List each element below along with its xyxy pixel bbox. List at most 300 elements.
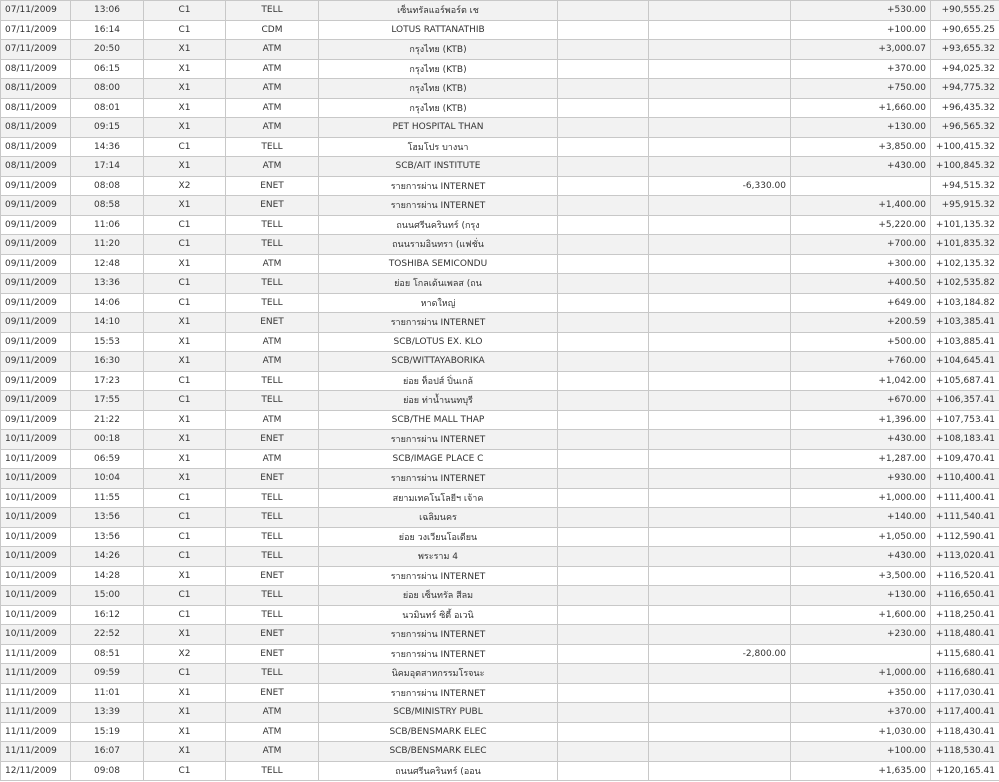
code-cell: X1 [144,469,226,489]
date-cell: 11/11/2009 [1,683,71,703]
table-row [1,683,999,703]
blank-cell [558,761,649,781]
balance-cell: +102,535.82 [931,274,999,294]
deposit-cell: +1,660.00 [791,98,931,118]
date-cell: 09/11/2009 [1,410,71,430]
deposit-cell: +750.00 [791,79,931,99]
blank-cell [558,313,649,333]
time-cell: 20:50 [71,40,144,60]
blank-cell [558,371,649,391]
description-cell: รายการผ่าน INTERNET [319,196,558,216]
description-cell: SCB/WITTAYABORIKA [319,352,558,372]
blank-cell [558,157,649,177]
table-row [1,586,999,606]
blank-cell [558,527,649,547]
table-row [1,391,999,411]
code-cell: C1 [144,488,226,508]
code-cell: C1 [144,664,226,684]
table-row [1,625,999,645]
description-cell: นวมินทร์ ซิตี้ อเวนิ [319,605,558,625]
time-cell: 11:06 [71,215,144,235]
blank-cell [558,40,649,60]
channel-cell: ATM [226,352,319,372]
deposit-cell: +3,500.00 [791,566,931,586]
withdrawal-cell [649,703,791,723]
description-cell: PET HOSPITAL THAN [319,118,558,138]
description-cell: กรุงไทย (KTB) [319,40,558,60]
withdrawal-cell [649,527,791,547]
channel-cell: TELL [226,761,319,781]
balance-cell: +118,430.41 [931,722,999,742]
time-cell: 14:10 [71,313,144,333]
date-cell: 09/11/2009 [1,391,71,411]
deposit-cell: +649.00 [791,293,931,313]
channel-cell: ENET [226,430,319,450]
time-cell: 08:58 [71,196,144,216]
code-cell: X1 [144,722,226,742]
table-row [1,196,999,216]
withdrawal-cell [649,40,791,60]
channel-cell: ATM [226,722,319,742]
blank-cell [558,274,649,294]
date-cell: 10/11/2009 [1,625,71,645]
table-row [1,703,999,723]
channel-cell: ENET [226,566,319,586]
description-cell: รายการผ่าน INTERNET [319,430,558,450]
code-cell: X1 [144,625,226,645]
code-cell: X1 [144,59,226,79]
deposit-cell: +430.00 [791,157,931,177]
withdrawal-cell [649,722,791,742]
date-cell: 10/11/2009 [1,488,71,508]
deposit-cell: +430.00 [791,547,931,567]
withdrawal-cell [649,410,791,430]
blank-cell [558,98,649,118]
time-cell: 17:23 [71,371,144,391]
date-cell: 08/11/2009 [1,59,71,79]
table-row [1,742,999,762]
deposit-cell: +370.00 [791,703,931,723]
balance-cell: +113,020.41 [931,547,999,567]
withdrawal-cell [649,313,791,333]
blank-cell [558,1,649,21]
blank-cell [558,703,649,723]
table-row [1,644,999,664]
withdrawal-cell [649,605,791,625]
time-cell: 14:06 [71,293,144,313]
blank-cell [558,664,649,684]
date-cell: 07/11/2009 [1,40,71,60]
time-cell: 16:30 [71,352,144,372]
description-cell: SCB/AIT INSTITUTE [319,157,558,177]
date-cell: 10/11/2009 [1,527,71,547]
deposit-cell: +200.59 [791,313,931,333]
date-cell: 10/11/2009 [1,586,71,606]
code-cell: X2 [144,644,226,664]
table-row [1,157,999,177]
description-cell: รายการผ่าน INTERNET [319,176,558,196]
deposit-cell: +300.00 [791,254,931,274]
table-row [1,176,999,196]
time-cell: 06:59 [71,449,144,469]
description-cell: ถนนรามอินทรา (แฟชั่น [319,235,558,255]
description-cell: SCB/MINISTRY PUBL [319,703,558,723]
balance-cell: +106,357.41 [931,391,999,411]
date-cell: 08/11/2009 [1,157,71,177]
description-cell: รายการผ่าน INTERNET [319,469,558,489]
code-cell: X1 [144,566,226,586]
balance-cell: +94,515.32 [931,176,999,196]
table-row [1,488,999,508]
description-cell: รายการผ่าน INTERNET [319,683,558,703]
description-cell: สยามเทคโนโลยีฯ เจ้าค [319,488,558,508]
time-cell: 11:20 [71,235,144,255]
code-cell: X1 [144,332,226,352]
code-cell: C1 [144,371,226,391]
date-cell: 11/11/2009 [1,703,71,723]
table-row [1,547,999,567]
balance-cell: +120,165.41 [931,761,999,781]
withdrawal-cell [649,20,791,40]
withdrawal-cell: -2,800.00 [649,644,791,664]
balance-cell: +102,135.32 [931,254,999,274]
time-cell: 17:14 [71,157,144,177]
balance-cell: +116,680.41 [931,664,999,684]
channel-cell: ATM [226,703,319,723]
blank-cell [558,410,649,430]
table-row [1,254,999,274]
code-cell: C1 [144,527,226,547]
date-cell: 09/11/2009 [1,313,71,333]
table-row [1,722,999,742]
table-row [1,137,999,157]
withdrawal-cell: -6,330.00 [649,176,791,196]
description-cell: รายการผ่าน INTERNET [319,625,558,645]
date-cell: 08/11/2009 [1,137,71,157]
code-cell: X1 [144,430,226,450]
blank-cell [558,469,649,489]
channel-cell: TELL [226,605,319,625]
deposit-cell: +1,042.00 [791,371,931,391]
time-cell: 22:52 [71,625,144,645]
channel-cell: ENET [226,176,319,196]
balance-cell: +105,687.41 [931,371,999,391]
time-cell: 11:01 [71,683,144,703]
date-cell: 12/11/2009 [1,761,71,781]
time-cell: 13:36 [71,274,144,294]
withdrawal-cell [649,391,791,411]
channel-cell: TELL [226,215,319,235]
description-cell: หาดใหญ่ [319,293,558,313]
description-cell: SCB/LOTUS EX. KLO [319,332,558,352]
code-cell: C1 [144,274,226,294]
balance-cell: +90,555.25 [931,1,999,21]
deposit-cell: +400.50 [791,274,931,294]
description-cell: SCB/THE MALL THAP [319,410,558,430]
balance-cell: +104,645.41 [931,352,999,372]
code-cell: X1 [144,254,226,274]
channel-cell: TELL [226,547,319,567]
code-cell: X1 [144,313,226,333]
withdrawal-cell [649,98,791,118]
deposit-cell: +670.00 [791,391,931,411]
time-cell: 15:19 [71,722,144,742]
channel-cell: ENET [226,683,319,703]
table-row [1,1,999,21]
withdrawal-cell [649,625,791,645]
balance-cell: +103,885.41 [931,332,999,352]
table-row [1,20,999,40]
date-cell: 10/11/2009 [1,469,71,489]
channel-cell: ENET [226,625,319,645]
blank-cell [558,215,649,235]
withdrawal-cell [649,215,791,235]
deposit-cell: +530.00 [791,1,931,21]
balance-cell: +117,400.41 [931,703,999,723]
blank-cell [558,644,649,664]
deposit-cell: +5,220.00 [791,215,931,235]
date-cell: 11/11/2009 [1,722,71,742]
balance-cell: +111,540.41 [931,508,999,528]
date-cell: 09/11/2009 [1,254,71,274]
blank-cell [558,683,649,703]
description-cell: ย่อย โกลเด้นเพลส (ถน [319,274,558,294]
deposit-cell: +430.00 [791,430,931,450]
date-cell: 11/11/2009 [1,664,71,684]
balance-cell: +112,590.41 [931,527,999,547]
channel-cell: ATM [226,59,319,79]
blank-cell [558,176,649,196]
time-cell: 15:53 [71,332,144,352]
date-cell: 11/11/2009 [1,742,71,762]
balance-cell: +118,530.41 [931,742,999,762]
balance-cell: +117,030.41 [931,683,999,703]
code-cell: X1 [144,196,226,216]
blank-cell [558,118,649,138]
blank-cell [558,625,649,645]
description-cell: นิคมอุตสาหกรรมโรจนะ [319,664,558,684]
time-cell: 14:36 [71,137,144,157]
table-row [1,449,999,469]
code-cell: C1 [144,586,226,606]
withdrawal-cell [649,254,791,274]
deposit-cell: +1,400.00 [791,196,931,216]
description-cell: ย่อย วงเวียนโอเดียน [319,527,558,547]
date-cell: 10/11/2009 [1,566,71,586]
code-cell: X1 [144,683,226,703]
time-cell: 14:26 [71,547,144,567]
date-cell: 09/11/2009 [1,176,71,196]
balance-cell: +115,680.41 [931,644,999,664]
balance-cell: +94,775.32 [931,79,999,99]
channel-cell: TELL [226,137,319,157]
channel-cell: ATM [226,254,319,274]
balance-cell: +96,565.32 [931,118,999,138]
deposit-cell: +1,287.00 [791,449,931,469]
description-cell: SCB/IMAGE PLACE C [319,449,558,469]
table-row [1,313,999,333]
withdrawal-cell [649,137,791,157]
balance-cell: +110,400.41 [931,469,999,489]
time-cell: 08:00 [71,79,144,99]
table-row [1,118,999,138]
channel-cell: ATM [226,742,319,762]
description-cell: รายการผ่าน INTERNET [319,566,558,586]
blank-cell [558,352,649,372]
code-cell: C1 [144,293,226,313]
withdrawal-cell [649,430,791,450]
description-cell: ถนนศรีนครินทร์ (ออน [319,761,558,781]
blank-cell [558,59,649,79]
balance-cell: +118,480.41 [931,625,999,645]
blank-cell [558,508,649,528]
description-cell: รายการผ่าน INTERNET [319,313,558,333]
table-row [1,293,999,313]
balance-cell: +94,025.32 [931,59,999,79]
description-cell: ย่อย เซ็นทรัล สีลม [319,586,558,606]
withdrawal-cell [649,586,791,606]
balance-cell: +107,753.41 [931,410,999,430]
table-row [1,371,999,391]
balance-cell: +100,845.32 [931,157,999,177]
code-cell: C1 [144,508,226,528]
table-row [1,352,999,372]
channel-cell: TELL [226,1,319,21]
balance-cell: +109,470.41 [931,449,999,469]
withdrawal-cell [649,449,791,469]
deposit-cell: +230.00 [791,625,931,645]
withdrawal-cell [649,508,791,528]
date-cell: 09/11/2009 [1,332,71,352]
date-cell: 08/11/2009 [1,98,71,118]
balance-cell: +118,250.41 [931,605,999,625]
code-cell: X1 [144,410,226,430]
table-row [1,566,999,586]
time-cell: 13:56 [71,508,144,528]
balance-cell: +108,183.41 [931,430,999,450]
channel-cell: ENET [226,469,319,489]
table-row [1,59,999,79]
table-row [1,235,999,255]
date-cell: 08/11/2009 [1,79,71,99]
time-cell: 06:15 [71,59,144,79]
withdrawal-cell [649,79,791,99]
blank-cell [558,196,649,216]
withdrawal-cell [649,488,791,508]
time-cell: 08:08 [71,176,144,196]
time-cell: 11:55 [71,488,144,508]
blank-cell [558,79,649,99]
date-cell: 09/11/2009 [1,235,71,255]
description-cell: ถนนศรีนครินทร์ (กรุง [319,215,558,235]
blank-cell [558,20,649,40]
time-cell: 16:14 [71,20,144,40]
code-cell: C1 [144,547,226,567]
code-cell: C1 [144,761,226,781]
code-cell: C1 [144,605,226,625]
deposit-cell: +930.00 [791,469,931,489]
date-cell: 09/11/2009 [1,371,71,391]
blank-cell [558,254,649,274]
table-row [1,430,999,450]
withdrawal-cell [649,332,791,352]
deposit-cell: +1,396.00 [791,410,931,430]
description-cell: LOTUS RATTANATHIB [319,20,558,40]
deposit-cell: +1,000.00 [791,664,931,684]
deposit-cell: +1,030.00 [791,722,931,742]
balance-cell: +101,835.32 [931,235,999,255]
channel-cell: TELL [226,664,319,684]
code-cell: C1 [144,215,226,235]
date-cell: 09/11/2009 [1,196,71,216]
table-row [1,79,999,99]
blank-cell [558,547,649,567]
code-cell: X1 [144,79,226,99]
withdrawal-cell [649,371,791,391]
table-row [1,527,999,547]
deposit-cell: +1,635.00 [791,761,931,781]
description-cell: กรุงไทย (KTB) [319,59,558,79]
channel-cell: TELL [226,293,319,313]
description-cell: SCB/BENSMARK ELEC [319,722,558,742]
blank-cell [558,449,649,469]
description-cell: ย่อย ท็อปส์ ปิ่นเกล้ [319,371,558,391]
code-cell: X2 [144,176,226,196]
description-cell: กรุงไทย (KTB) [319,79,558,99]
table-row [1,410,999,430]
code-cell: X1 [144,352,226,372]
channel-cell: ENET [226,313,319,333]
deposit-cell: +1,600.00 [791,605,931,625]
withdrawal-cell [649,566,791,586]
blank-cell [558,586,649,606]
table-row [1,98,999,118]
withdrawal-cell [649,1,791,21]
blank-cell [558,235,649,255]
description-cell: เซ็นทรัลแอร์พอร์ต เช [319,1,558,21]
description-cell: กรุงไทย (KTB) [319,98,558,118]
date-cell: 10/11/2009 [1,605,71,625]
blank-cell [558,430,649,450]
channel-cell: ENET [226,196,319,216]
balance-cell: +101,135.32 [931,215,999,235]
time-cell: 09:59 [71,664,144,684]
channel-cell: CDM [226,20,319,40]
withdrawal-cell [649,761,791,781]
code-cell: C1 [144,1,226,21]
balance-cell: +96,435.32 [931,98,999,118]
date-cell: 07/11/2009 [1,1,71,21]
blank-cell [558,391,649,411]
balance-cell: +95,915.32 [931,196,999,216]
channel-cell: ATM [226,118,319,138]
deposit-cell: +3,850.00 [791,137,931,157]
withdrawal-cell [649,274,791,294]
date-cell: 08/11/2009 [1,118,71,138]
table-row [1,605,999,625]
channel-cell: TELL [226,488,319,508]
channel-cell: TELL [226,371,319,391]
deposit-cell: +1,000.00 [791,488,931,508]
deposit-cell [791,176,931,196]
balance-cell: +90,655.25 [931,20,999,40]
channel-cell: ATM [226,40,319,60]
description-cell: SCB/BENSMARK ELEC [319,742,558,762]
blank-cell [558,332,649,352]
balance-cell: +100,415.32 [931,137,999,157]
time-cell: 00:18 [71,430,144,450]
time-cell: 12:48 [71,254,144,274]
